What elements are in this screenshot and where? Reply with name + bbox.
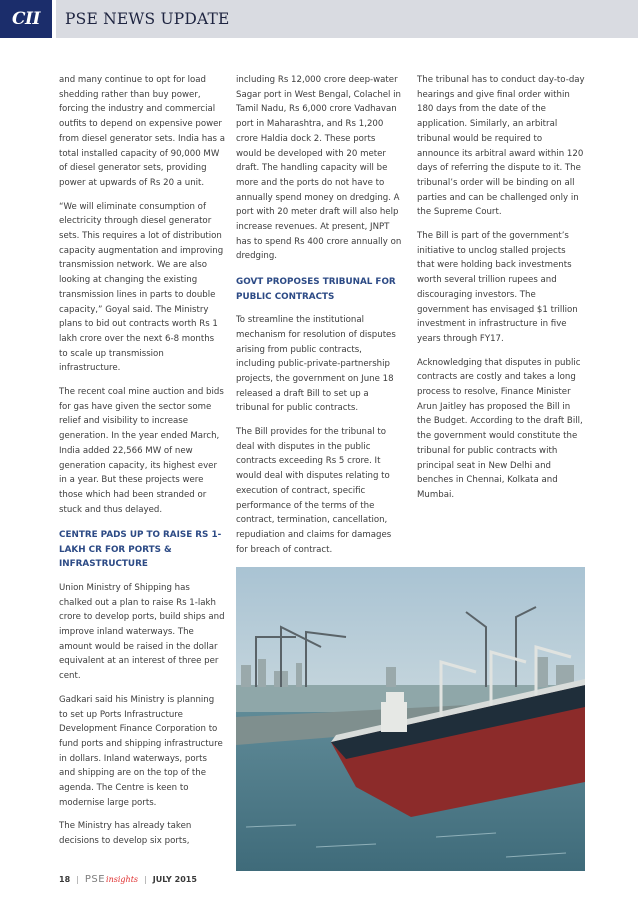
section-title: PSE NEWS UPDATE	[65, 10, 230, 28]
brand-suffix: insights	[106, 874, 139, 884]
cii-logo	[0, 0, 52, 38]
page-number: 18	[59, 874, 71, 884]
paragraph: Gadkari said his Ministry is planning to set up Ports Infrastructure Development Finance Corporation to fund ports and shipping infrastructure in dollars. Inland waterways, ports and shipping are on the top of the agenda. The Centre is keen to modernise large ports.	[59, 694, 223, 808]
brand-name: PSE	[84, 873, 106, 885]
paragraph: To streamline the institutional mechanism for resolution of disputes arising from public contracts, including public-private-partnership projects, the government on June 18 released a draft Bill to set up a tribunal for public contracts.	[236, 315, 396, 414]
issue-date: JULY 2015	[152, 874, 197, 884]
page-footer	[59, 872, 197, 886]
section-heading: CENTRE PADS UP TO RAISE RS 1-LAKH CR FOR PORTS & INFRASTRUCTURE	[59, 530, 222, 570]
port-photo	[236, 567, 585, 871]
paragraph: Acknowledging that disputes in public contracts are costly and takes a long process to resolve, Finance Minister Arun Jaitley has proposed the Bill in the Budget. According to the draft Bill, the government would constitute the tribunal for public contracts with principal seat in New Delhi and benches in Chennai, Kolkata and Mumbai.	[417, 357, 583, 500]
paragraph: The recent coal mine auction and bids for gas have given the sector some relief and visibility to increase generation. In the year ended March, India added 22,566 MW of new generation capacity, its highest ever in a year. But these projects were those which had been stranded or stuck and thus delayed.	[59, 387, 224, 515]
page-header	[0, 0, 638, 38]
paragraph: The tribunal has to conduct day-to-day hearings and give final order within 180 days from the date of the application. Similarly, an arbitral tribunal would be required to announce its arbitral award within 120 days of referring the dispute to it. The tribunal’s order will be binding on all parties and can be challenged only in the Supreme Court.	[417, 75, 585, 218]
header-bar	[56, 0, 638, 38]
article-column-2	[236, 73, 402, 566]
section-heading: GOVT PROPOSES TRIBUNAL FOR PUBLIC CONTRACTS	[236, 277, 396, 302]
paragraph: and many continue to opt for load shedding rather than buy power, forcing the industry and commercial outfits to depend on expensive power from diesel generator sets. India has a total installed capacity of 90,000 MW of diesel generator sets, providing power at upwards of Rs 20 a unit.	[59, 75, 225, 188]
article-column-1	[59, 73, 225, 858]
paragraph: Union Ministry of Shipping has chalked out a plan to raise Rs 1-lakh crore to develop ports, build ships and improve inland waterways. The amount would be raised in the dollar equivalent at an interest of three per cent.	[59, 582, 225, 682]
paragraph: including Rs 12,000 crore deep-water Sagar port in West Bengal, Colachel in Tamil Nadu, Rs 6,000 crore Vadhavan port in Maharashtra, and Rs 1,200 crore Haldia dock 2. These ports would be developed with 20 meter draft. The handling capacity will be more and the ports do not have to annually spend money on dredging. A port with 20 meter draft will also help increase revenues. At present, JNPT has to spend Rs 400 crore annually on dredging.	[236, 75, 402, 262]
cii-logo-text: CII	[12, 9, 40, 29]
paragraph: “We will eliminate consumption of electricity through diesel generator sets. This requires a lot of distribution capacity augmentation and improving transmission network. We are also looking at changing the existing transmission lines in parts to double capacity,” Goyal said. The Ministry plans to bid out contracts worth Rs 1 lakh crore over the next 6-8 months to scale up transmission infrastructure.	[59, 201, 224, 374]
article-column-3	[417, 73, 585, 512]
divider: |	[76, 874, 79, 884]
port-ship-illustration	[236, 567, 585, 871]
paragraph: The Bill is part of the government’s initiative to unclog stalled projects that were holding back investments worth several trillion rupees and discouraging investors. The government has envisaged $1 trillion investment in infrastructure in five years through FY17.	[417, 231, 578, 344]
paragraph: The Bill provides for the tribunal to deal with disputes in the public contracts exceeding Rs 5 crore. It would deal with disputes relating to execution of contract, specific performance of the terms of the contract, termination, cancellation, repudiation and claims for damages for breach of contract.	[236, 427, 392, 555]
paragraph: The Ministry has already taken decisions to develop six ports,	[59, 821, 192, 847]
divider: |	[144, 874, 147, 884]
